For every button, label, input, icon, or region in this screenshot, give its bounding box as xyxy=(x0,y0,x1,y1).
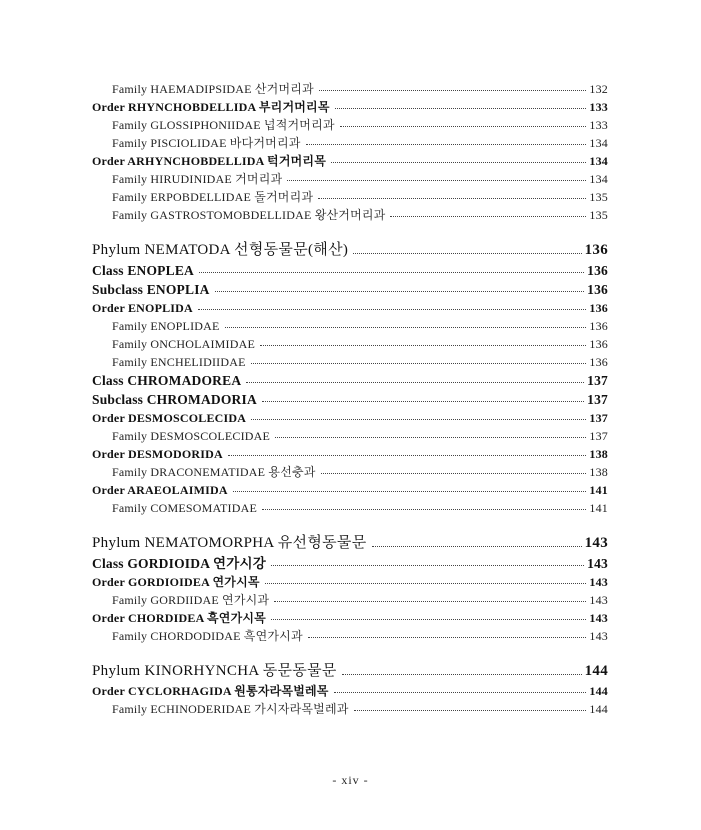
toc-entry-family[interactable] xyxy=(92,427,608,445)
toc-entry-page: 136 xyxy=(589,319,608,333)
toc-entry-page: 136 xyxy=(589,337,608,351)
dot-leader xyxy=(271,619,586,620)
toc-entry-order[interactable] xyxy=(92,609,608,627)
dot-leader xyxy=(340,126,587,127)
toc-entry-page: 138 xyxy=(589,447,608,461)
toc-entry-page: 137 xyxy=(587,392,608,407)
toc-entry-label: Order CHORDIDEA 흑연가시목 xyxy=(92,611,266,625)
toc-entry-page: 143 xyxy=(589,575,608,589)
toc-entry-class[interactable] xyxy=(92,280,608,299)
toc-entry-family[interactable] xyxy=(92,627,608,645)
toc-entry-label: Family ERPOBDELLIDAE 돌거머리과 xyxy=(112,190,314,204)
toc-entry-family[interactable] xyxy=(92,170,608,188)
toc-entry-class[interactable] xyxy=(92,371,608,390)
toc-entry-label: Order GORDIOIDEA 연가시목 xyxy=(92,575,260,589)
toc-entry-family[interactable] xyxy=(92,116,608,134)
toc-entry-label: Order DESMOSCOLECIDA xyxy=(92,411,247,425)
toc-entry-family[interactable] xyxy=(92,463,608,481)
toc-entry-label: Phylum KINORHYNCHA 동문동물문 xyxy=(92,663,337,679)
toc-entry-phylum[interactable] xyxy=(92,660,608,682)
toc-entry-page: 141 xyxy=(589,483,608,497)
dot-leader xyxy=(233,491,587,492)
toc-entry-family[interactable] xyxy=(92,499,608,517)
dot-leader xyxy=(287,180,586,181)
toc-entry-order[interactable] xyxy=(92,299,608,317)
toc-entry-phylum[interactable] xyxy=(92,532,608,554)
toc-entry-label: Order ARHYNCHOBDELLIDA 턱거머리목 xyxy=(92,154,327,168)
toc-entry-label: Family HAEMADIPSIDAE 산거머리과 xyxy=(112,82,314,96)
dot-leader xyxy=(246,382,584,383)
toc-entry-page: 136 xyxy=(587,263,608,278)
toc-entry-label: Class GORDIOIDA 연가시강 xyxy=(92,556,266,571)
toc-entry-label: Family GORDIIDAE 연가시과 xyxy=(112,593,270,607)
section-spacer xyxy=(92,517,608,532)
toc-entry-page: 143 xyxy=(584,535,608,551)
dot-leader xyxy=(262,509,586,510)
dot-leader xyxy=(275,437,586,438)
dot-leader xyxy=(342,674,582,675)
toc-entry-label: Order ARAEOLAIMIDA xyxy=(92,483,228,497)
toc-entry-order[interactable] xyxy=(92,682,608,700)
toc-entry-page: 136 xyxy=(584,242,608,258)
toc-entry-page: 136 xyxy=(587,282,608,297)
toc-entry-label: Family GASTROSTOMOBDELLIDAE 왕산거머리과 xyxy=(112,208,386,222)
toc-entry-page: 138 xyxy=(589,465,608,479)
toc-entry-page: 136 xyxy=(589,355,608,369)
toc-entry-label: Family DRACONEMATIDAE 용선충과 xyxy=(112,465,316,479)
toc-entry-page: 135 xyxy=(589,190,608,204)
toc-entry-family[interactable] xyxy=(92,206,608,224)
dot-leader xyxy=(331,162,586,163)
toc-entry-order[interactable] xyxy=(92,573,608,591)
toc-entry-page: 144 xyxy=(589,702,608,716)
dot-leader xyxy=(321,473,587,474)
toc-entry-page: 137 xyxy=(589,429,608,443)
toc-entry-label: Order CYCLORHAGIDA 원통자라목벌레목 xyxy=(92,684,329,698)
toc-entry-label: Family COMESOMATIDAE xyxy=(112,501,258,515)
dot-leader xyxy=(199,272,584,273)
toc-entry-page: 133 xyxy=(589,118,608,132)
dot-leader xyxy=(215,291,585,292)
toc-entry-class[interactable] xyxy=(92,390,608,409)
toc-entry-page: 133 xyxy=(589,100,608,114)
dot-leader xyxy=(354,710,587,711)
dot-leader xyxy=(260,345,586,346)
dot-leader xyxy=(271,565,584,566)
toc-entry-page: 144 xyxy=(584,663,608,679)
toc-entry-order[interactable] xyxy=(92,98,608,116)
toc-entry-phylum[interactable] xyxy=(92,239,608,261)
toc-entry-label: Class ENOPLEA xyxy=(92,263,194,278)
toc-entry-label: Subclass ENOPLIA xyxy=(92,282,210,297)
toc-entry-label: Phylum NEMATODA 선형동물문(해산) xyxy=(92,242,349,258)
section-spacer xyxy=(92,224,608,239)
dot-leader xyxy=(306,144,587,145)
toc-entry-page: 137 xyxy=(589,411,608,425)
toc-entry-page: 144 xyxy=(589,684,608,698)
toc-entry-family[interactable] xyxy=(92,591,608,609)
dot-leader xyxy=(251,363,587,364)
page-number: - xiv - xyxy=(332,773,369,787)
toc-entry-class[interactable] xyxy=(92,554,608,573)
toc-entry-page: 143 xyxy=(589,593,608,607)
dot-leader xyxy=(335,108,587,109)
toc-entry-order[interactable] xyxy=(92,409,608,427)
toc-entry-family[interactable] xyxy=(92,353,608,371)
dot-leader xyxy=(228,455,587,456)
toc-entry-label: Order ENOPLIDA xyxy=(92,301,193,315)
toc-entry-page: 134 xyxy=(589,154,608,168)
dot-leader xyxy=(390,216,586,217)
toc-entry-label: Family PISCIOLIDAE 바다거머리과 xyxy=(112,136,301,150)
toc-entry-label: Family CHORDODIDAE 흑연가시과 xyxy=(112,629,303,643)
toc-entry-page: 143 xyxy=(589,629,608,643)
dot-leader xyxy=(198,309,586,310)
dot-leader xyxy=(353,253,581,254)
toc-entry-page: 143 xyxy=(587,556,608,571)
dot-leader xyxy=(308,637,587,638)
toc-entry-label: Phylum NEMATOMORPHA 유선형동물문 xyxy=(92,535,367,551)
toc-entry-label: Subclass CHROMADORIA xyxy=(92,392,257,407)
dot-leader xyxy=(372,546,582,547)
toc-entry-class[interactable] xyxy=(92,261,608,280)
table-of-contents xyxy=(92,80,608,718)
dot-leader xyxy=(319,90,587,91)
toc-entry-label: Family ONCHOLAIMIDAE xyxy=(112,337,255,351)
toc-entry-order[interactable] xyxy=(92,481,608,499)
toc-entry-family[interactable] xyxy=(92,80,608,98)
toc-entry-family[interactable] xyxy=(92,335,608,353)
dot-leader xyxy=(225,327,587,328)
toc-entry-label: Family HIRUDINIDAE 거머리과 xyxy=(112,172,283,186)
toc-entry-label: Class CHROMADOREA xyxy=(92,373,242,388)
dot-leader xyxy=(318,198,586,199)
toc-entry-order[interactable] xyxy=(92,445,608,463)
dot-leader xyxy=(274,601,586,602)
section-spacer xyxy=(92,645,608,660)
toc-entry-label: Family ECHINODERIDAE 가시자라목벌레과 xyxy=(112,702,349,716)
toc-entry-label: Order DESMODORIDA xyxy=(92,447,223,461)
toc-entry-page: 134 xyxy=(589,136,608,150)
toc-entry-page: 132 xyxy=(589,82,608,96)
toc-entry-label: Family GLOSSIPHONIIDAE 넙적거머리과 xyxy=(112,118,335,132)
toc-entry-order[interactable] xyxy=(92,152,608,170)
toc-entry-label: Family DESMOSCOLECIDAE xyxy=(112,429,271,443)
toc-entry-family[interactable] xyxy=(92,700,608,718)
dot-leader xyxy=(262,401,584,402)
toc-entry-family[interactable] xyxy=(92,134,608,152)
toc-entry-family[interactable] xyxy=(92,188,608,206)
toc-entry-page: 141 xyxy=(589,501,608,515)
toc-entry-family[interactable] xyxy=(92,317,608,335)
toc-entry-page: 136 xyxy=(589,301,608,315)
toc-entry-page: 135 xyxy=(589,208,608,222)
toc-entry-label: Family ENOPLIDAE xyxy=(112,319,220,333)
toc-entry-page: 134 xyxy=(589,172,608,186)
toc-entry-page: 137 xyxy=(587,373,608,388)
toc-entry-page: 143 xyxy=(589,611,608,625)
toc-entry-label: Order RHYNCHOBDELLIDA 부리거머리목 xyxy=(92,100,330,114)
dot-leader xyxy=(265,583,587,584)
dot-leader xyxy=(334,692,587,693)
toc-entry-label: Family ENCHELIDIIDAE xyxy=(112,355,246,369)
dot-leader xyxy=(251,419,586,420)
